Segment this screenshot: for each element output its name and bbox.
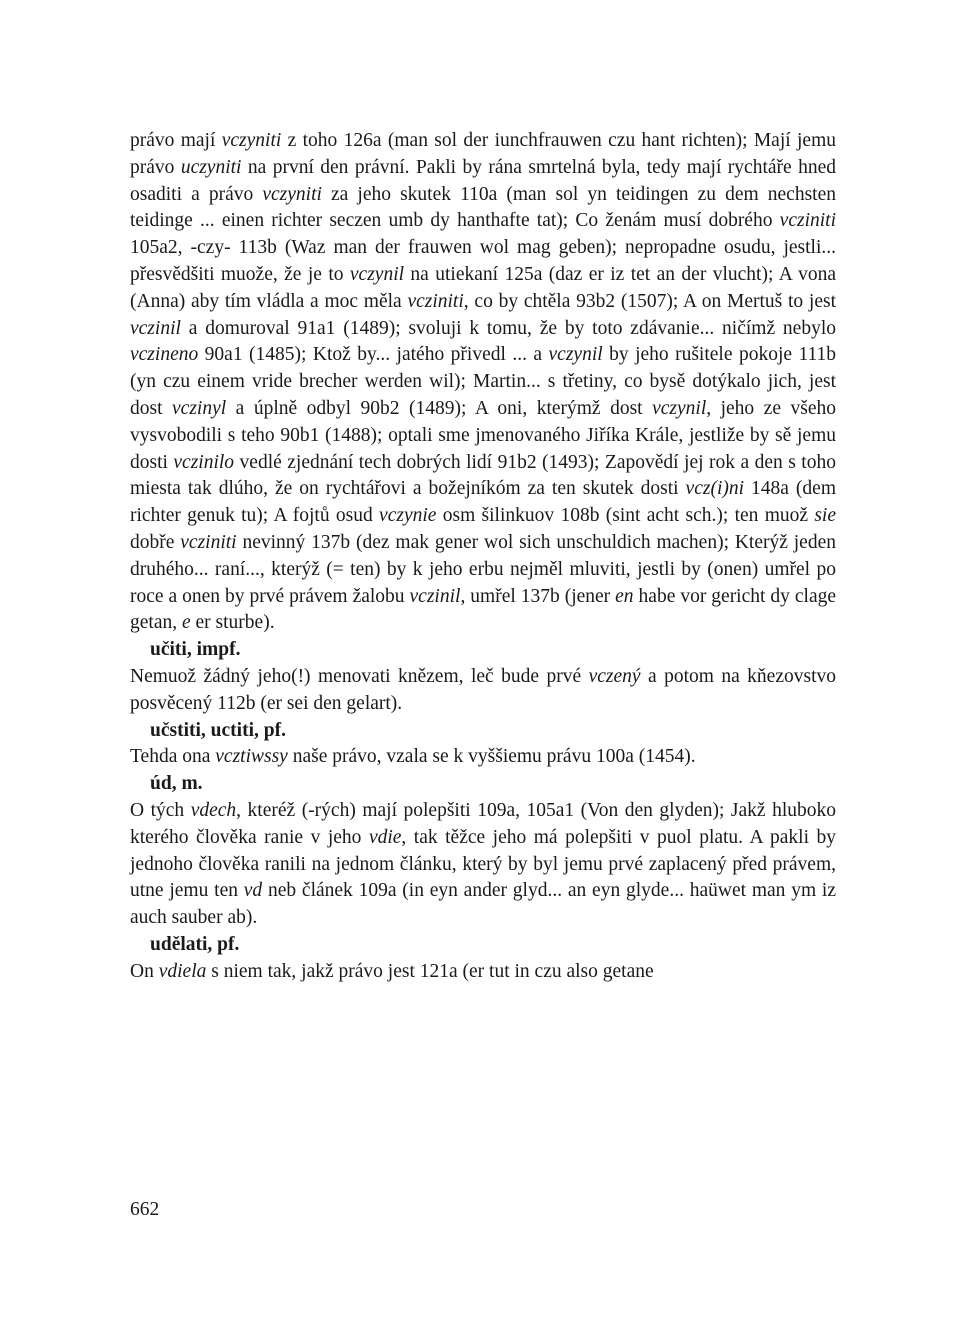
entry-paragraph: On vdiela s niem tak, jakž právo jest 121a (er tut in czu also getane bbox=[130, 960, 654, 982]
headword: učiti, impf. bbox=[150, 639, 241, 661]
headword: udělati, pf. bbox=[150, 933, 240, 955]
entry-paragraph: právo mají vczyniti z toho 126a (man sol der iunchfrauwen czu hant richten); Mají jemu právo uczyniti na první den právní. Pakli by rána smrtelná byla, tedy mají rychtáře hned osaditi a právo vczyniti za jeho skutek 110a (man sol yn teidingen zu dem nechsten teidinge ... einen richter seczen umb dy hanthafte tat); Co ženám musí dobrého vcziniti 105a2, -czy- 113b (Waz man der frauwen wol mag geben); nepropadne osudu, jestli... přesvědšiti muože, že je to vczynil na utiekaní 125a (daz er iz tet an der vlucht); A vona (Anna) aby tím vládla a moc měla vcziniti, co by chtěla 93b2 (1507); A on Mertuš to jest vczinil a domuroval 91a1 (1489); svoluji k tomu, že by toto zdávanie... ničímž nebylo vczineno 90a1 (1485); Ktož by... jatého přivedl ... a vczynil by jeho rušitele pokoje 111b (yn czu einem vride brecher werden wil); Martin... s třetiny, co bysě dotýkalo jich, jest dost vczinyl a úplně odbyl 90b2 (1489); A oni, kterýmž dost vczynil, jeho ze všeho vysvobodili s teho 90b1 (1488); optali sme jmenovaného Jiříka Krále, jestliže by sě jemu dosti vczinilo vedlé zjednání tech dobrých lidí 91b2 (1493); Zapovědí jej rok a den s toho miesta tak dlúho, že on rychtářovi a božejníkóm za ten skutek dosti vcz(i)ni 148a (dem richter genuk tu); A fojtů osud vczynie osm šilinkuov 108b (sint acht sch.); ten muož sie dobře vcziniti nevinný 137b (dez mak gener wol sich unschuldich machen); Kterýž jeden druhého... raní..., kterýž (= ten) by k jeho erbu nejměl mluviti, jestli by (onen) umřel po roce a onen by prvé právem žalobu vczinil, umřel 137b (jener en habe vor gericht dy clage getan, e er sturbe). bbox=[130, 130, 837, 634]
page-number: 662 bbox=[130, 1199, 160, 1220]
headword: učstiti, uctiti, pf. bbox=[150, 719, 286, 741]
headword: úd, m. bbox=[150, 773, 203, 795]
entry-paragraph: Nemuož žádný jeho(!) menovati knězem, leč bude prvé vczený a potom na kňezovstvo posvěcený 112b (er sei den gelart). bbox=[130, 665, 837, 714]
entry-paragraph: Tehda ona vcztiwssy naše právo, vzala se k vyššiemu právu 100a (1454). bbox=[130, 746, 696, 768]
dictionary-page-body bbox=[130, 128, 836, 986]
entry-paragraph: O tých vdech, kteréž (-rých) mají polepšiti 109a, 105a1 (Von den glyden); Jakž hluboko kterého člověka ranie v jeho vdie, tak těžce jeho má polepšiti v puol platu. A pakli by jednoho člověka ranili na jednom článku, který by byl jemu prvé zaplacený před právem, utne jemu ten vd neb článek 109a (in eyn ander glyd... an eyn glyde... haüwet man ym iz auch sauber ab). bbox=[130, 799, 836, 929]
